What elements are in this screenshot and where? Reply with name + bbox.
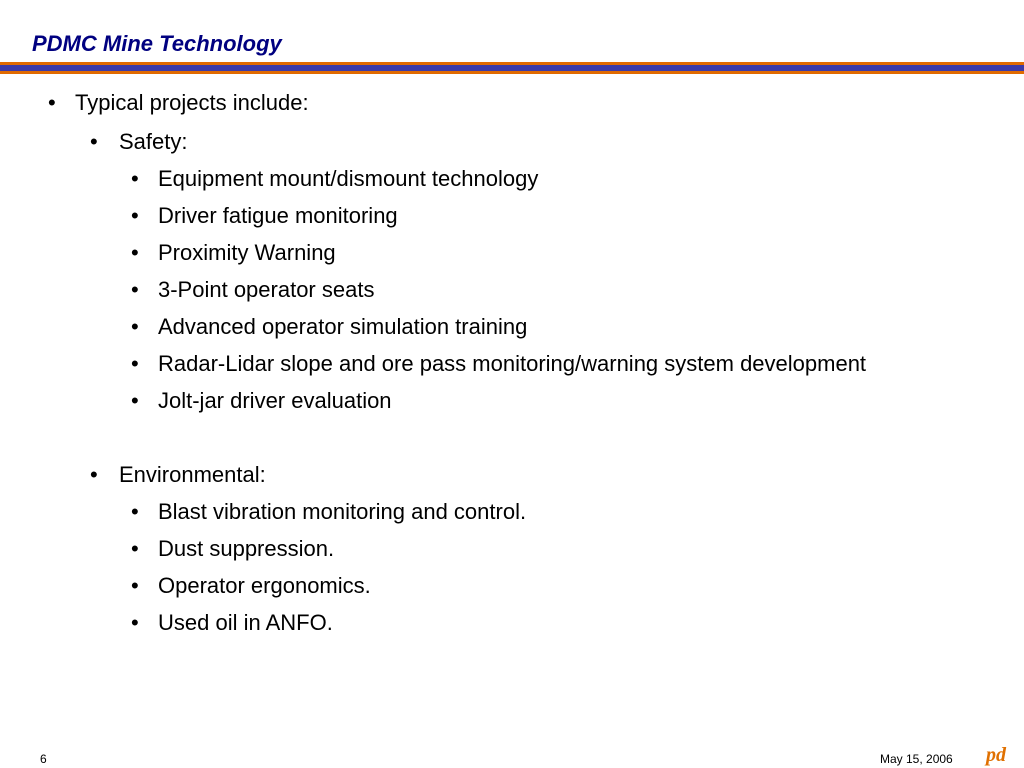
- bullet-marker: •: [131, 240, 139, 265]
- bullet-item: Used oil in ANFO.: [158, 610, 333, 635]
- bullet-item: 3-Point operator seats: [158, 277, 375, 302]
- bullet-marker: •: [131, 610, 139, 635]
- bullet-item: Proximity Warning: [158, 240, 336, 265]
- bullet-marker: •: [131, 351, 139, 376]
- bullet-heading: Typical projects include:: [75, 90, 309, 115]
- bullet-marker: •: [131, 499, 139, 524]
- page-number: 6: [40, 752, 47, 766]
- pd-logo-icon: [980, 744, 1012, 766]
- svg-text:pd: pd: [986, 744, 1006, 766]
- bullet-item: Radar-Lidar slope and ore pass monitoring/warning system development: [158, 351, 867, 376]
- bullet-marker: •: [131, 314, 139, 339]
- bullet-marker: •: [131, 388, 139, 413]
- title-divider: [0, 60, 1024, 76]
- bullet-marker: •: [90, 462, 98, 487]
- bullet-item: Jolt-jar driver evaluation: [158, 388, 392, 413]
- bullet-marker: •: [131, 166, 139, 191]
- bullet-item: Equipment mount/dismount technology: [158, 166, 539, 191]
- footer-date: May 15, 2006: [880, 752, 953, 766]
- bullet-item: Blast vibration monitoring and control.: [158, 499, 527, 524]
- bullet-marker: •: [131, 536, 139, 561]
- bullet-category: Safety:: [119, 129, 188, 154]
- bullet-item: Driver fatigue monitoring: [158, 203, 398, 228]
- bullet-marker: •: [48, 90, 56, 115]
- bullet-marker: •: [90, 129, 98, 154]
- bullet-item: Advanced operator simulation training: [158, 314, 528, 339]
- bullet-item: Dust suppression.: [158, 536, 335, 561]
- slide-title: PDMC Mine Technology: [32, 31, 282, 56]
- bullet-item: Operator ergonomics.: [158, 573, 371, 598]
- bullet-marker: •: [131, 573, 139, 598]
- bullet-marker: •: [131, 203, 139, 228]
- bullet-marker: •: [131, 277, 139, 302]
- bullet-category: Environmental:: [119, 462, 266, 487]
